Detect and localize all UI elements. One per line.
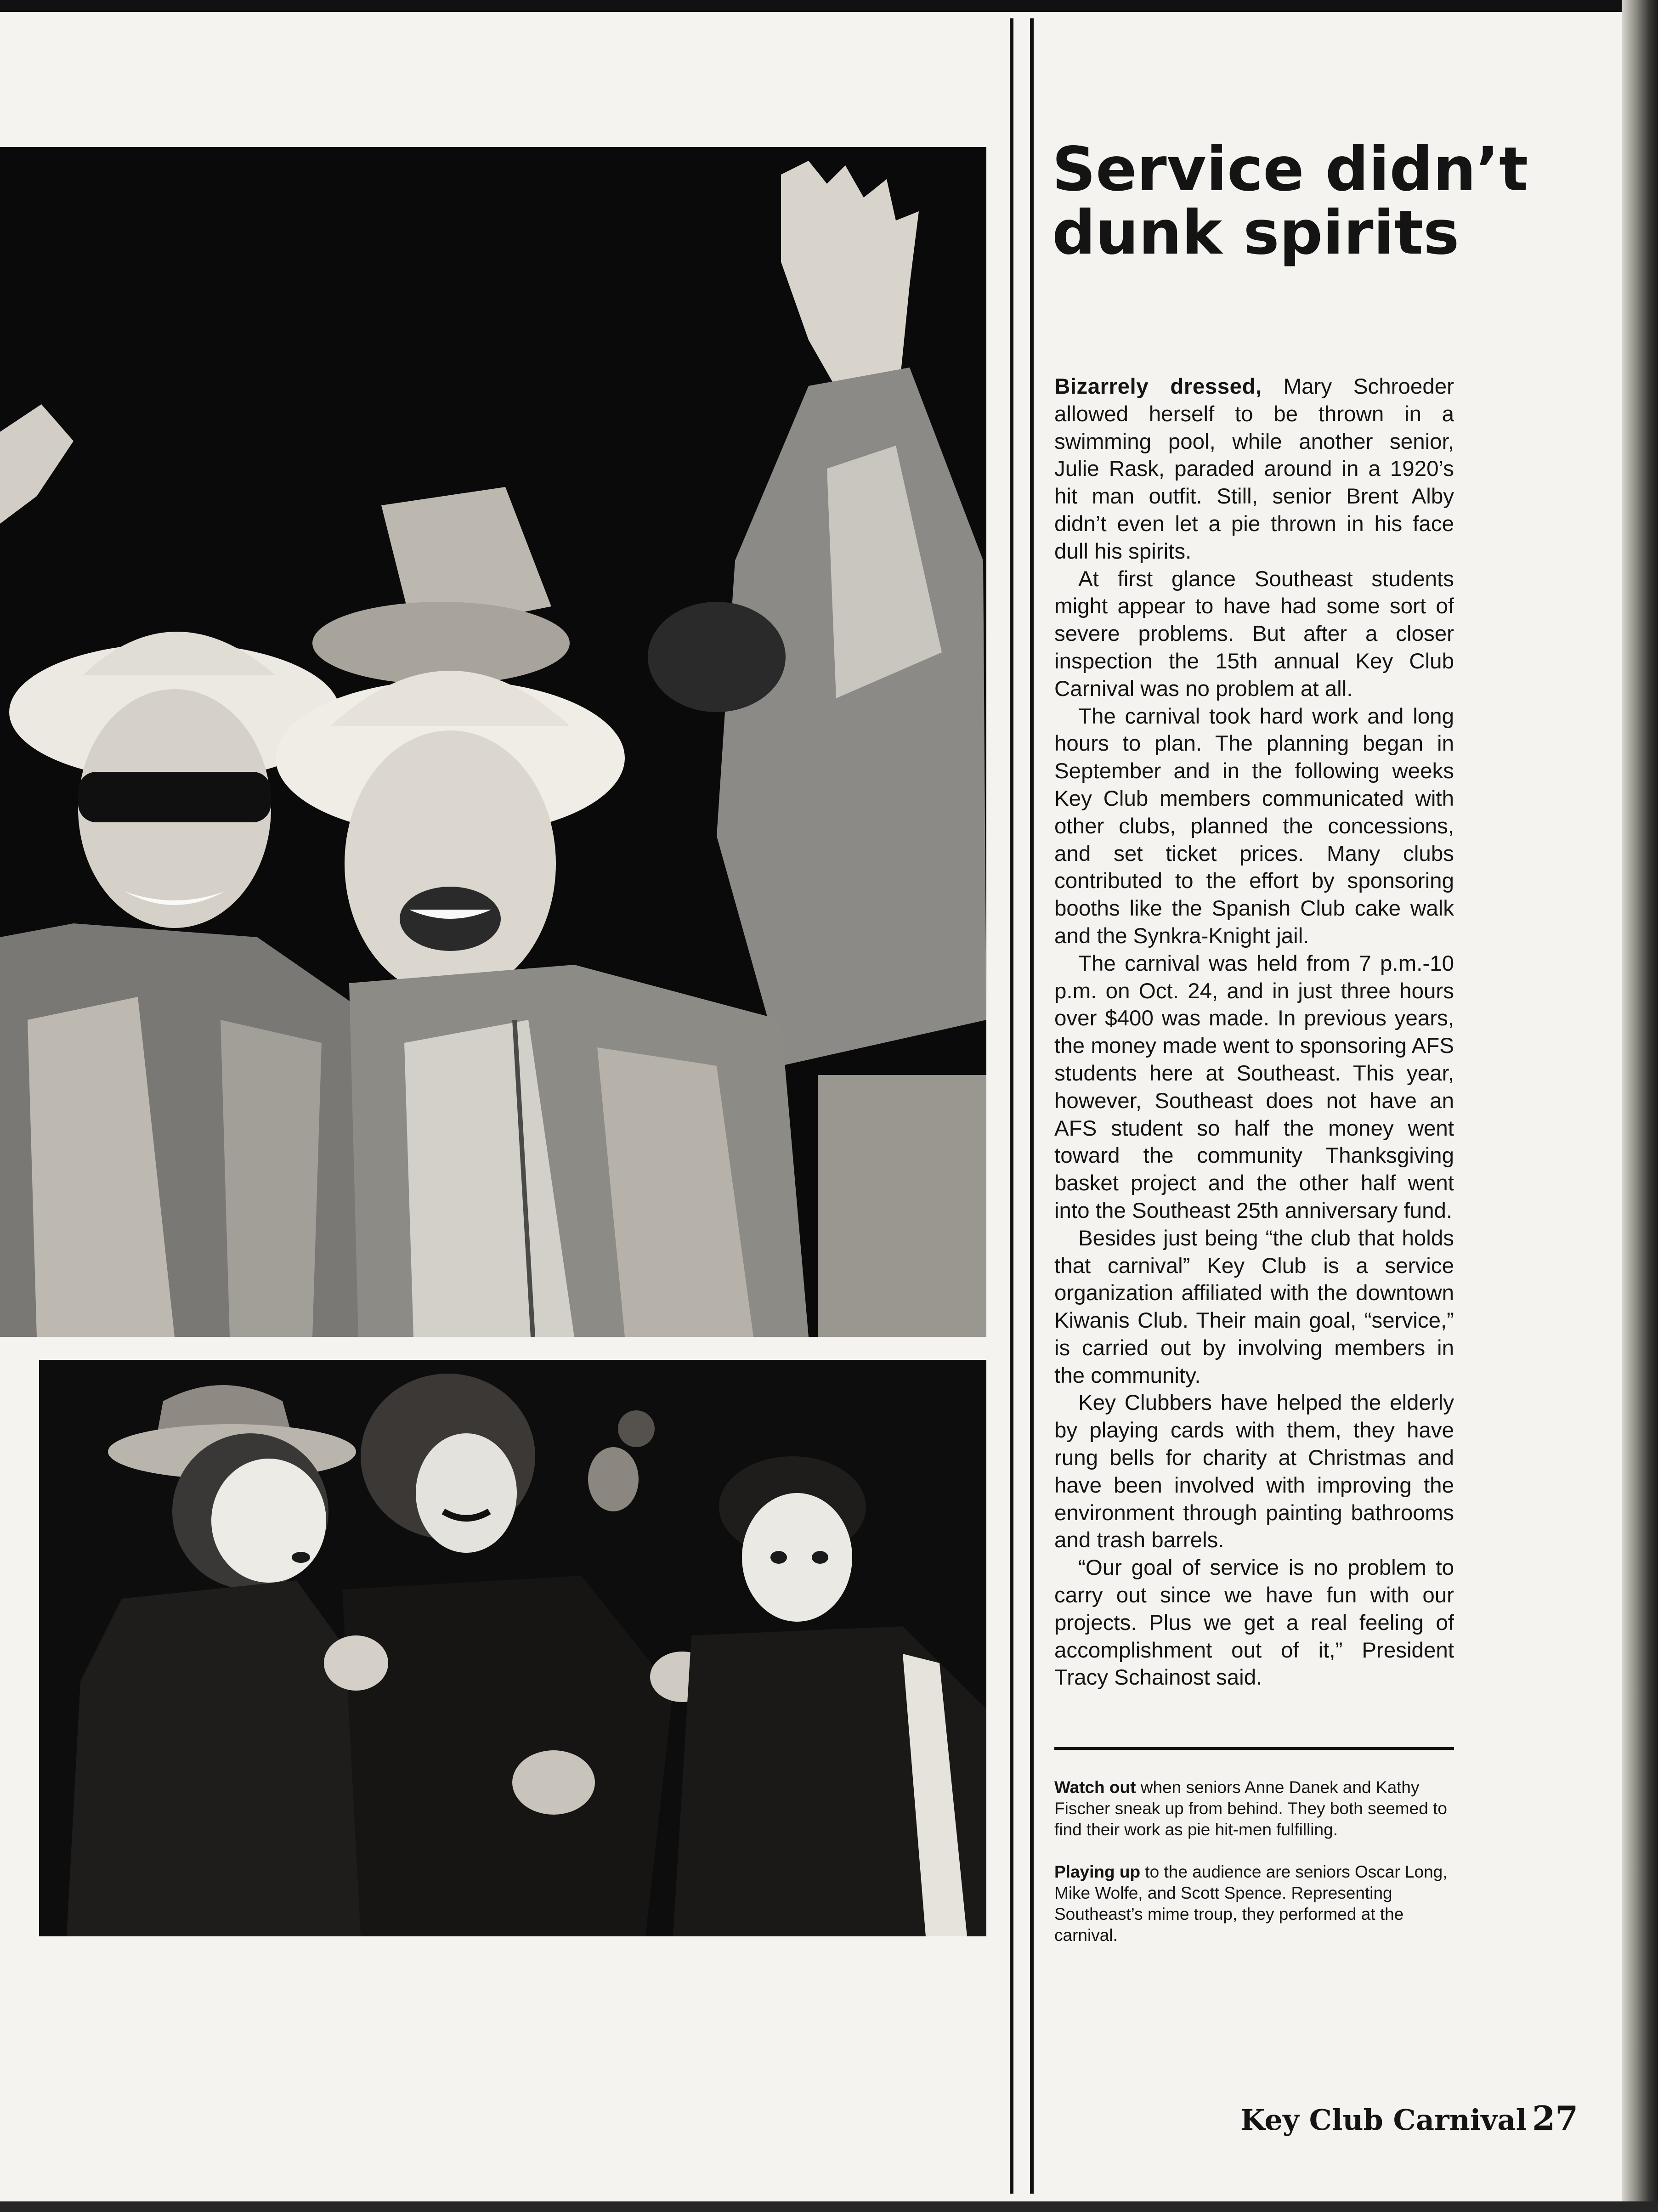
top-border	[0, 0, 1658, 12]
photo-mime-troup-illustration	[39, 1360, 986, 1936]
article-paragraph: The carnival was held from 7 p.m.-10 p.m. on Oct. 24, and in just three hours over $400 was made. In previous years, the money made went to sponsoring AFS students here at Southeast. This year, however, Southeast does not have an AFS student so half the money went toward the community Thanksgiving basket project and the other half went into the Southeast 25th anniversary fund.	[1054, 951, 1454, 1223]
article-paragraph: At first glance Southeast students might appear to have had some sort of severe problems. But after a closer inspection the 15th annual Key Club Carnival was no problem at all.	[1054, 566, 1454, 701]
page-footer	[1240, 2099, 1579, 2138]
photo-pie-hit-men-illustration	[0, 147, 986, 1337]
caption-text: to the audience are seniors Oscar Long, Mike Wolfe, and Scott Spence. Representing Southeast’s mime troup, they performed at the carnival.	[1054, 1862, 1448, 1945]
photo-pie-hit-men	[0, 147, 986, 1337]
article-headline: Service didn’t dunk spirits	[1052, 134, 1528, 268]
page-number: 27	[1532, 2099, 1579, 2138]
caption-lead-in: Watch out	[1054, 1778, 1136, 1797]
paragraph-text: Mary Schroeder allowed herself to be thrown in a swimming pool, while another senior, Julie Rask, paraded around in a 1920’s hit man outfit. Still, senior Brent Alby didn’t even let a pie thrown in his face dull his spirits.	[1054, 374, 1454, 564]
caption-top-photo	[1054, 1777, 1454, 1840]
article-paragraph: Besides just being “the club that holds that carnival” Key Club is a service organization affiliated with the downtown Kiwanis Club. Their main goal, “service,” is carried out by involving members in the community.	[1054, 1226, 1454, 1388]
article-paragraph: The carnival took hard work and long hours to plan. The planning began in September and in the following weeks Key Club members communicated with other clubs, planned the concessions, and set ticket prices. Many clubs contributed to the effort by sponsoring booths like the Spanish Club cake walk and the Synkra-Knight jail.	[1054, 704, 1454, 948]
photo-captions	[1054, 1777, 1454, 1967]
column-rule-left	[1010, 18, 1013, 2194]
photo-mime-troup	[39, 1360, 986, 1936]
article-paragraph	[1054, 373, 1454, 566]
paragraph-lead-in: Bizarrely dressed,	[1054, 374, 1262, 399]
page-edge-shadow	[1622, 0, 1658, 2212]
bottom-border	[0, 2201, 1658, 2212]
column-rule-right	[1030, 18, 1034, 2194]
caption-text: when seniors Anne Danek and Kathy Fischer sneak up from behind. They both seemed to find their work as pie hit-men fulfilling.	[1054, 1778, 1447, 1839]
caption-divider	[1054, 1747, 1454, 1750]
caption-lead-in: Playing up	[1054, 1862, 1141, 1881]
article-body	[1054, 373, 1454, 1692]
article-paragraph: “Our goal of service is no problem to carry out since we have fun with our projects. Plus we get a real feeling of accomplishment out of it,” President Tracy Schainost said.	[1054, 1556, 1454, 1690]
article-paragraph: Key Clubbers have helped the elderly by playing cards with them, they have rung bells for charity at Christmas and have been involved with improving the environment through painting bathrooms and trash barrels.	[1054, 1391, 1454, 1553]
caption-bottom-photo	[1054, 1861, 1454, 1946]
section-title: Key Club Carnival	[1240, 2103, 1527, 2137]
